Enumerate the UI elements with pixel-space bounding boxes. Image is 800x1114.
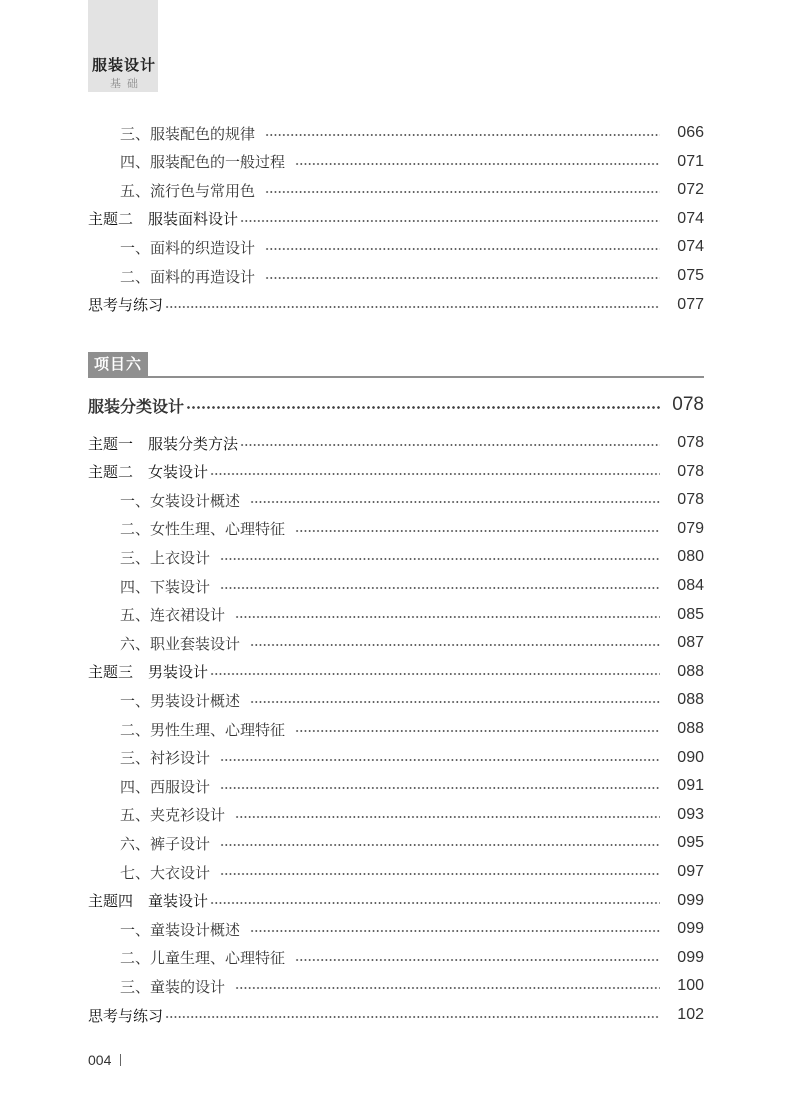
toc-entry-label: 思考与练习 [88, 1006, 164, 1025]
toc-entry-label: 主题四 童装设计 [88, 892, 209, 911]
toc-entry-page: 099 [677, 948, 704, 966]
leader-dots [235, 987, 660, 989]
toc-entry[interactable] [120, 488, 704, 512]
toc-entry-page: 091 [677, 777, 704, 795]
section-label: 项目六 [88, 352, 148, 377]
toc-entry[interactable] [120, 235, 704, 259]
toc-entry-page: 088 [677, 691, 704, 709]
toc-entry-page: 088 [677, 720, 704, 737]
toc-entry-page: 099 [677, 891, 704, 909]
toc-entry-label: 四、服装配色的一般过程 [120, 153, 286, 172]
leader-dots [210, 673, 660, 675]
leader-dots [250, 701, 660, 703]
toc-entry[interactable] [120, 831, 704, 855]
toc-entry[interactable] [88, 431, 704, 455]
toc-entry[interactable] [88, 1003, 704, 1027]
toc-entry[interactable] [120, 121, 704, 145]
toc-entry[interactable] [120, 746, 704, 770]
leader-dots [235, 816, 660, 818]
leader-dots [220, 759, 660, 761]
leader-dots [295, 730, 660, 732]
toc-entry[interactable] [120, 974, 704, 998]
toc-entry-page: 078 [677, 434, 704, 451]
toc-entry-label: 四、西服设计 [120, 777, 211, 796]
leader-dots [250, 501, 660, 503]
leader-dots [240, 444, 660, 446]
toc-entry-page: 087 [677, 634, 704, 652]
toc-entry-page: 066 [677, 124, 704, 141]
toc-entry-label: 主题一 服装分类方法 [88, 434, 239, 453]
leader-dots [250, 644, 660, 646]
toc-entry-page: 075 [677, 267, 704, 284]
toc-entry-label: 一、女装设计概述 [120, 491, 241, 510]
leader-dots [265, 134, 660, 136]
leader-dots [220, 873, 660, 875]
toc-entry-label: 四、下装设计 [120, 577, 211, 596]
leader-dots [220, 787, 660, 789]
toc-entry-label: 六、裤子设计 [120, 834, 211, 853]
toc-entry-page: 097 [677, 863, 704, 880]
leader-dots [235, 616, 660, 618]
leader-dots [165, 306, 660, 308]
toc-entry-page: 090 [677, 748, 704, 766]
book-title: 服装设计 [92, 56, 157, 74]
toc-entry[interactable] [88, 293, 704, 317]
toc-entry[interactable] [88, 207, 704, 231]
toc-entry[interactable] [88, 660, 704, 684]
toc-entry-page: 100 [677, 977, 704, 995]
toc-entry-page: 093 [677, 805, 704, 823]
toc-entry-label: 二、儿童生理、心理特征 [120, 949, 286, 968]
leader-dots [265, 191, 660, 193]
toc-entry-label: 六、职业套装设计 [120, 634, 241, 653]
toc-entry-page: 072 [677, 181, 704, 199]
toc-entry-label: 七、大衣设计 [120, 863, 211, 882]
toc-entry-label: 主题三 男装设计 [88, 663, 209, 682]
toc-entry-page: 080 [677, 548, 704, 566]
toc-entry-page: 084 [677, 577, 704, 594]
leader-dots [295, 163, 660, 165]
leader-dots [295, 530, 660, 532]
toc-entry[interactable] [120, 150, 704, 174]
toc-entry-label: 思考与练习 [88, 296, 164, 315]
toc-entry-page: 102 [677, 1006, 704, 1023]
section-title-row[interactable] [88, 391, 704, 419]
toc-entry-page: 078 [677, 491, 704, 509]
toc-entry-page: 095 [677, 834, 704, 852]
toc-entry-page: 079 [677, 519, 704, 537]
page-number: 004 [88, 1052, 112, 1068]
toc-entry-label: 二、女性生理、心理特征 [120, 520, 286, 539]
toc-entry-page: 077 [677, 295, 704, 313]
leader-dots [250, 930, 660, 932]
leader-dots [265, 277, 660, 279]
toc-entry-label: 三、上衣设计 [120, 548, 211, 567]
toc-entry-label: 五、流行色与常用色 [120, 181, 256, 200]
book-subtitle: 基础 [110, 77, 144, 90]
section-title: 服装分类设计 [88, 396, 185, 416]
toc-entry-label: 五、夹克衫设计 [120, 806, 226, 825]
toc-entry-label: 三、童装的设计 [120, 977, 226, 996]
toc-entry-page: 088 [677, 662, 704, 680]
toc-entry[interactable] [120, 803, 704, 827]
toc-entry[interactable] [88, 460, 704, 484]
toc-entry-label: 一、男装设计概述 [120, 691, 241, 710]
toc-entry-page: 071 [677, 152, 704, 170]
toc-entry[interactable] [120, 517, 704, 541]
toc-entry-label: 三、服装配色的规律 [120, 124, 256, 143]
toc-entry[interactable] [120, 774, 704, 798]
leader-dots [165, 1016, 660, 1018]
toc-entry-label: 一、面料的织造设计 [120, 238, 256, 257]
toc-entry-label: 五、连衣裙设计 [120, 606, 226, 625]
toc-entry[interactable] [120, 545, 704, 569]
toc-entry[interactable] [120, 631, 704, 655]
leader-dots [186, 406, 660, 409]
leader-dots [220, 844, 660, 846]
section-divider [88, 376, 704, 378]
toc-entry-page: 078 [677, 462, 704, 480]
leader-dots [220, 558, 660, 560]
toc-entry[interactable] [120, 860, 704, 884]
toc-entry-page: 099 [677, 920, 704, 938]
toc-entry-label: 三、衬衫设计 [120, 749, 211, 768]
leader-dots [295, 959, 660, 961]
toc-entry-label: 主题二 服装面料设计 [88, 210, 239, 229]
leader-dots [265, 248, 660, 250]
page-number-divider [120, 1054, 121, 1066]
leader-dots [220, 587, 660, 589]
toc-entry[interactable] [120, 946, 704, 970]
toc-entry-label: 主题二 女装设计 [88, 463, 209, 482]
toc-entry[interactable] [120, 178, 704, 202]
leader-dots [210, 473, 660, 475]
leader-dots [240, 220, 660, 222]
toc-entry-page: 074 [677, 238, 704, 256]
toc-entry[interactable] [88, 889, 704, 913]
toc-entry[interactable] [120, 574, 704, 598]
toc-entry-label: 一、童装设计概述 [120, 920, 241, 939]
section-page: 078 [672, 394, 704, 415]
toc-entry[interactable] [120, 688, 704, 712]
toc-entry-label: 二、男性生理、心理特征 [120, 720, 286, 739]
toc-entry[interactable] [120, 917, 704, 941]
toc-entry-page: 074 [677, 209, 704, 227]
leader-dots [210, 902, 660, 904]
toc-entry-label: 二、面料的再造设计 [120, 267, 256, 286]
toc-entry[interactable] [120, 603, 704, 627]
toc-entry-page: 085 [677, 605, 704, 623]
toc-entry[interactable] [120, 264, 704, 288]
toc-entry[interactable] [120, 717, 704, 741]
